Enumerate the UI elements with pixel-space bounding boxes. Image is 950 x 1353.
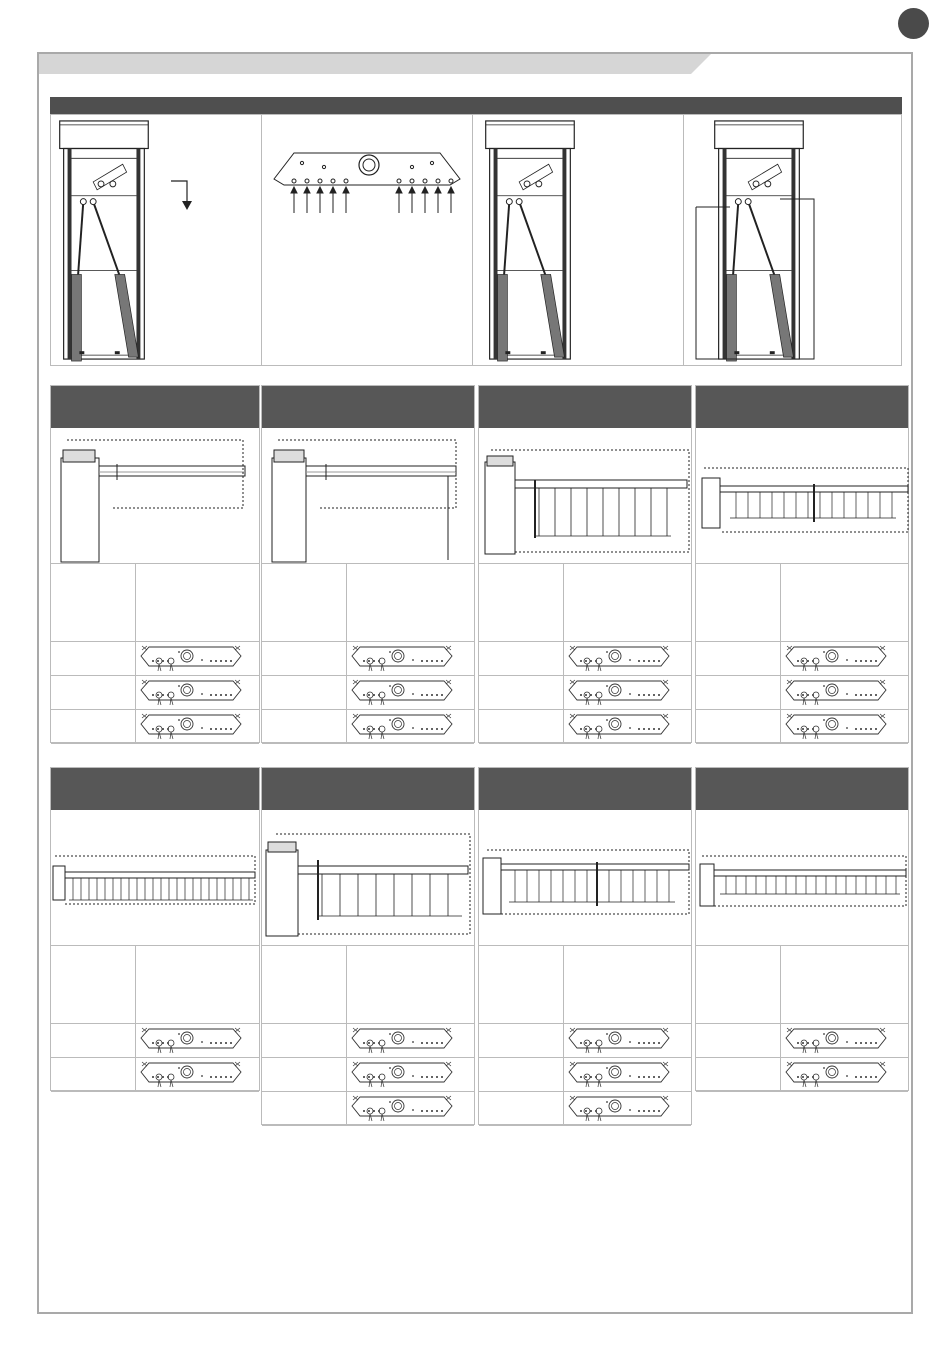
config-group-header <box>696 386 908 428</box>
plate-row <box>479 710 691 744</box>
plate-row <box>696 676 908 710</box>
plate-row <box>479 1024 691 1058</box>
plate-row <box>262 676 474 710</box>
config-description <box>696 946 908 1024</box>
mounting-plate-icon <box>350 644 454 674</box>
plate-row <box>262 1058 474 1092</box>
config-description <box>696 564 908 642</box>
boom-skirt-thin-illustration <box>696 810 908 946</box>
mounting-plate-icon <box>139 644 243 674</box>
config-description <box>51 946 259 1024</box>
panel-barrier-cabinet-springs-cover <box>684 115 902 365</box>
config-description <box>479 564 691 642</box>
config-group-a <box>50 385 260 743</box>
plate-row <box>262 1092 474 1126</box>
top-illustrations <box>50 114 902 366</box>
config-description <box>262 946 474 1024</box>
plate-row <box>51 642 259 676</box>
mounting-plate-icon <box>784 644 888 674</box>
panel-barrier-cabinet-springs <box>51 115 262 365</box>
plate-row <box>51 710 259 744</box>
config-group-c <box>478 385 692 743</box>
plate-row <box>479 1058 691 1092</box>
mounting-plate-icon <box>350 712 454 742</box>
mounting-plate-icon <box>350 1026 454 1056</box>
plate-row <box>696 1058 908 1092</box>
mounting-plate-icon <box>784 1060 888 1090</box>
config-description <box>479 946 691 1024</box>
mounting-plate-icon <box>567 678 671 708</box>
plate-row <box>696 642 908 676</box>
mounting-plate-icon <box>350 1060 454 1090</box>
plate-row <box>479 642 691 676</box>
cover-panel-outline <box>694 199 818 361</box>
barrier-cabinet-illustration <box>53 117 153 363</box>
plate-row <box>262 710 474 744</box>
config-description <box>51 564 259 642</box>
mounting-plate-icon <box>567 1060 671 1090</box>
mounting-plate-illustration <box>272 145 462 215</box>
mounting-plate-icon <box>567 1026 671 1056</box>
arrow-down-icon <box>169 177 199 213</box>
config-group-header <box>51 386 259 428</box>
plate-row <box>696 1024 908 1058</box>
mounting-plate-icon <box>784 678 888 708</box>
mounting-plate-icon <box>567 712 671 742</box>
config-group-b <box>261 385 475 743</box>
mounting-plate-icon <box>139 712 243 742</box>
plate-row <box>51 1024 259 1058</box>
config-group-header <box>479 768 691 810</box>
boom-support-illustration <box>262 428 474 564</box>
mounting-plate-icon <box>139 1060 243 1090</box>
mounting-plate-icon <box>567 1094 671 1124</box>
mounting-plate-icon <box>139 678 243 708</box>
plate-row <box>51 1058 259 1092</box>
page-number-badge <box>898 8 929 39</box>
plate-row <box>479 676 691 710</box>
config-group-header <box>262 386 474 428</box>
panel-barrier-cabinet-springs-2 <box>473 115 684 365</box>
plate-row <box>51 676 259 710</box>
config-group-f <box>261 767 475 1125</box>
mounting-plate-icon <box>567 644 671 674</box>
plate-row <box>479 1092 691 1126</box>
boom-simple-illustration <box>51 428 259 564</box>
plate-row <box>262 642 474 676</box>
panel-mounting-plate-holes <box>262 115 473 365</box>
config-group-d <box>695 385 909 743</box>
mounting-plate-icon <box>784 712 888 742</box>
mounting-plate-icon <box>784 1026 888 1056</box>
config-group-header <box>51 768 259 810</box>
top-section-title-bar <box>50 97 902 114</box>
config-group-header <box>479 386 691 428</box>
boom-skirt-dense-illustration <box>51 810 259 946</box>
barrier-cabinet-illustration <box>479 117 579 363</box>
mounting-plate-icon <box>139 1026 243 1056</box>
mounting-plate-icon <box>350 678 454 708</box>
plate-row <box>262 1024 474 1058</box>
config-description <box>262 564 474 642</box>
boom-skirt-tall-illustration <box>262 810 474 946</box>
boom-skirt-illustration <box>479 428 691 564</box>
mounting-plate-icon <box>350 1094 454 1124</box>
config-group-g <box>478 767 692 1125</box>
boom-skirt-mid-illustration <box>479 810 691 946</box>
config-group-e <box>50 767 260 1091</box>
config-group-header <box>262 768 474 810</box>
plate-row <box>696 710 908 744</box>
config-group-h <box>695 767 909 1091</box>
config-group-header <box>696 768 908 810</box>
boom-skirt-long-illustration <box>696 428 908 564</box>
